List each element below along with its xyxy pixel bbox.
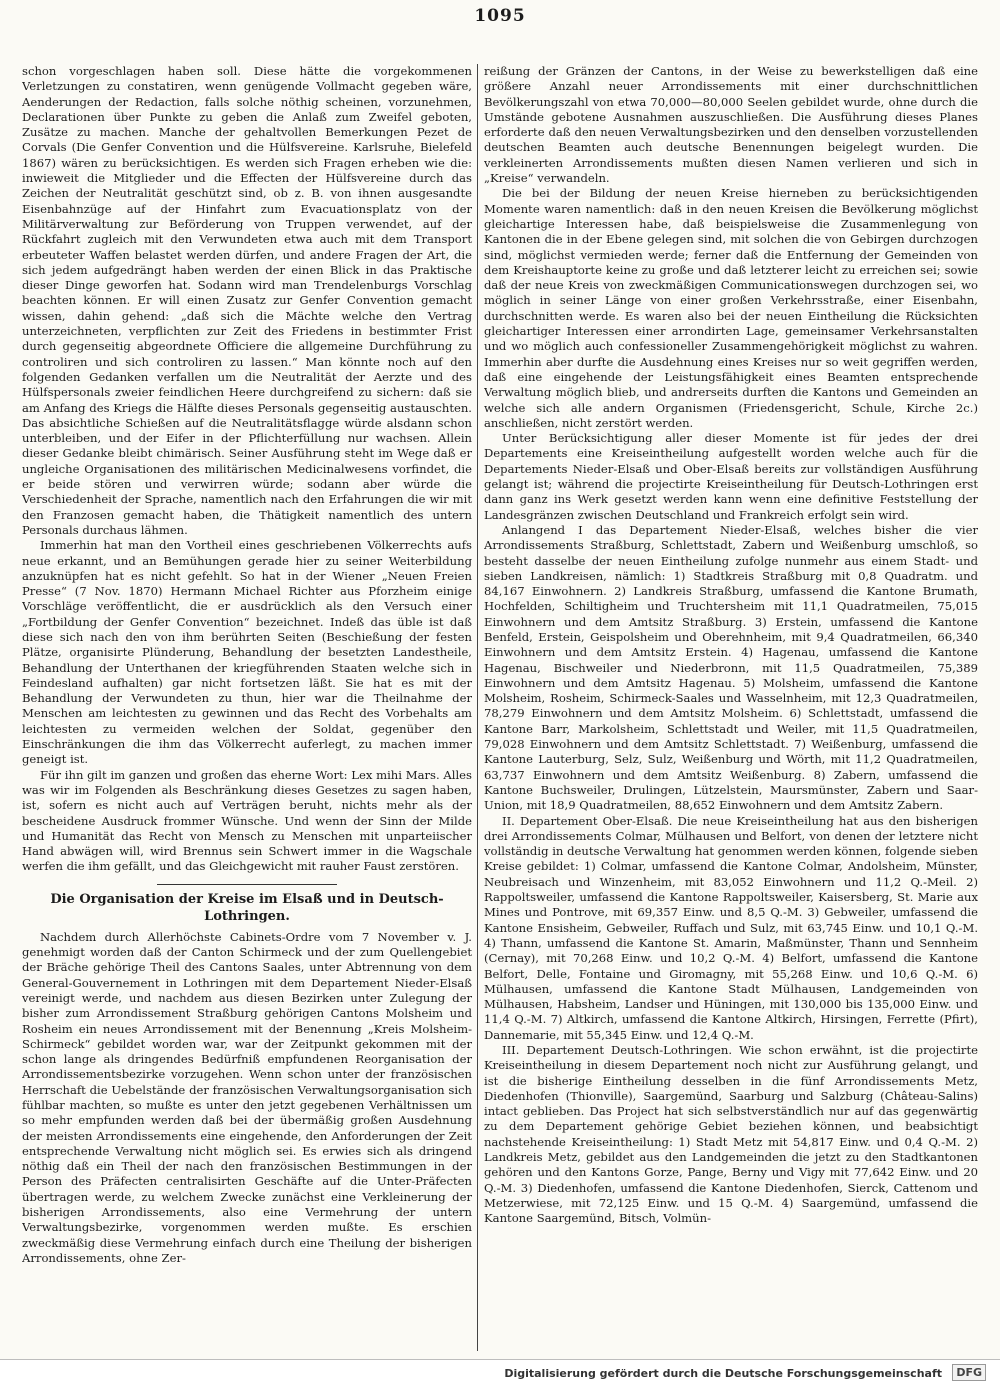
right-paragraph-6: III. Departement Deutsch-Lothringen. Wie schon erwähnt, ist die projectirte Kreiseintheilung in diesem Departement noch nicht zur Ausführung gelangt, und ist die bisherige Eintheilung desselben in die fünf Arrondissements Metz, Diedenhofen (Thionville), Saargemünd, Saarburg und Salzburg (Château-Salins) intact geblieben. Das Project hat sich selbstverständlich nur auf das gegenwärtig zu dem Departement gehörige Gebiet beziehen können, und beabsichtigt nachstehende Kreiseintheilung: 1) Stadt Metz mit 54,817 Einw. und 0,4 Q.-M. 2) Landkreis Metz, gebildet aus den Landgemeinden die jetzt zu den Stadtkantonen gehören und den Kantons Gorze, Pange, Berny und Vigy mit 77,642 Einw. und 20 Q.-M. 3) Diedenhofen, umfassend die Kantone Diedenhofen, Sierck, Cattenom und Metzerwiese, mit 72,125 Einw. und 15 Q.-M. 4) Saargemünd, umfassend die Kantone Saargemünd, Bitsch, Volmün- (484, 1043, 978, 1226)
funding-note: Digitalisierung gefördert durch die Deutsche Forschungsgemeinschaft (504, 1367, 942, 1380)
section-divider (157, 884, 337, 885)
right-paragraph-2: Die bei der Bildung der neuen Kreise hierneben zu berücksichtigenden Momente waren namentlich: daß in den neuen Kreisen die Bevölkerung möglichst gleichartige Interessen habe, daß beispielsweise die Zusammenlegung von Kantonen die in der Ebene gelegen sind, mit solchen die von Gebirgen durchzogen sind, möglichst vermieden werde; ferner daß die Entfernung der Gemeinden von dem Kreishauptorte keine zu große und daß letzterer leicht zu erreichen sei; sowie daß der neue Kreis von zweckmäßigen Communicationswegen durchzogen sei, wo möglich in seiner Länge von einer großen Verkehrsstraße, einer Eisenbahn, durchschnitten werde. Es waren also bei der neuen Eintheilung die Rücksichten gleichartiger Interessen einer arrondirten Lage, gemeinsamer Verkehrsanstalten und wo möglich auch confessioneller Zusammengehörigkeit möglichst zu wahren. Immerhin aber durfte die Ausdehnung eines Kreises nur so weit gegriffen werden, daß eine eingehende der Leistungsfähigkeit eines Beamten entsprechende Verwaltung möglich blieb, und andrerseits durften die Kantons und Gemeinden an welche sich alle andern Organismen (Friedensgericht, Schule, Kirche 2c.) anschließen, nicht zerstört werden. (484, 186, 978, 430)
left-paragraph-3: Für ihn gilt im ganzen und großen das eherne Wort: Lex mihi Mars. Alles was wir im Folgenden als Beschränkung dieses Gesetzes zu sagen haben, ist, sofern es nicht auch auf Verträgen beruht, nichts mehr als der bescheidene Ausdruck frommer Wünsche. Und wenn der Sinn der Milde und Humanität das Recht von Mensch zu Menschen mit unparteiischer Hand abwägen will, wird Brennus sein Schwert immer in die Wagschale werfen die ihm gefällt, und das Gleichgewicht mit rauher Faust zerstören. (22, 767, 472, 874)
left-paragraph-4: Nachdem durch Allerhöchste Cabinets-Ordre vom 7 November v. J. genehmigt worden daß der Canton Schirmeck und der zum Quellengebiet der Bräche gehörige Theil des Cantons Saales, unter Abtrennung von dem General-Gouvernement in Lothringen mit dem Departement Nieder-Elsaß vereinigt werde, und nachdem aus diesen Bezirken unter Zulegung der bisher zum Arrondissement Straßburg gehörigen Cantons Molsheim und Rosheim ein neues Arrondissement mit der Benennung „Kreis Molsheim-Schirmeck“ gebildet worden war, war der Zeitpunkt gekommen mit der schon lange als dringendes Bedürfniß empfundenen Reorganisation der Arrondissementsbezirke vorzugehen. Wenn schon unter der französischen Herrschaft die Uebelstände der französischen Verwaltungsorganisation sich fühlbar machten, so mußte es unter den jetzt gegebenen Verhältnissen um so mehr empfunden werden daß bei der übermäßig großen Ausdehnung der meisten Arrondissements eine eingehende, den Anforderungen der Zeit entsprechende Verwaltung nicht möglich sei. Es erwies sich als dringend nöthig daß ein Theil der nach den französischen Bestimmungen in der Person des Präfecten centralisirten Geschäfte auf die Unter-Präfecten übertragen werde, zu welchem Zwecke zunächst eine Verkleinerung der bisherigen Arrondissements, also eine Vermehrung der untern Verwaltungsbezirke, vorgenommen werden mußte. Es erschien zweckmäßig diese Vermehrung einfach durch eine Theilung der bisherigen Arrondissements, ohne Zer- (22, 929, 472, 1265)
article-title: Die Organisation der Kreise im Elsaß und in Deutsch-Lothringen. (50, 891, 444, 924)
right-paragraph-1: reißung der Gränzen der Cantons, in der Weise zu bewerkstelligen daß eine größere Anzahl neuer Arrondissements mit einer durchschnittlichen Bevölkerungszahl von etwa 70,000—80,000 Seelen gebildet wurde, ohne durch die Umstände gebotene Ausnahmen auszuschließen. Die Ausführung dieses Planes erforderte daß den neuen Verwaltungsbezirken und den denselben vorzustellenden deutschen Beamten auch deutsche Benennungen beigelegt wurden. Die verkleinerten Arrondissements mußten diesen Namen verlieren und sich in „Kreise“ verwandeln. (484, 64, 978, 186)
page-number: 1095 (474, 6, 526, 26)
right-column (484, 64, 978, 1352)
left-paragraph-2: Immerhin hat man den Vortheil eines geschriebenen Völkerrechts aufs neue erkannt, und an Bemühungen gerade hier zu seiner Weiterbildung anzuknüpfen hat es nicht gefehlt. So hat in der Wiener „Neuen Freien Presse“ (7 Nov. 1870) Hermann Michael Richter aus Pforzheim einige Vorschläge veröffentlicht, die er ausdrücklich als den Versuch einer „Fortbildung der Genfer Convention“ bezeichnet. Indeß das üble ist daß diese sich nach den von ihm berührten Seiten (Beschießung der festen Plätze, organisirte Plünderung, Behandlung der besetzten Landestheile, Behandlung der Unterthanen der kriegführenden Staaten welche sich in Feindesland aufhalten) gar nicht fortsetzen läßt. Sie hat es mit der Behandlung der Verwundeten zu thun, hier war die Theilnahme der Menschen am leichtesten zu gewinnen und das Recht des Vorbehalts am leichtesten zu vermeiden welchen der Soldat, gegenüber den Einschränkungen die ihm das Völkerrecht auferlegt, zu machen immer geneigt ist. (22, 538, 472, 767)
dfg-logo: DFG (952, 1364, 986, 1381)
right-paragraph-4: Anlangend I das Departement Nieder-Elsaß, welches bisher die vier Arrondissements Straßburg, Schlettstadt, Zabern und Weißenburg umschloß, so besteht dasselbe der neuen Eintheilung zufolge nunmehr aus einem Stadt- und sieben Landkreisen, nämlich: 1) Stadtkreis Straßburg mit 0,8 Quadratm. und 84,167 Einwohnern. 2) Landkreis Straßburg, umfassend die Kantone Brumath, Hochfelden, Schiltigheim und Truchtersheim mit 11,1 Quadratmeilen, 75,015 Einwohnern und dem Amtsitz Straßburg. 3) Erstein, umfassend die Kantone Benfeld, Erstein, Geispolsheim und Oberehnheim, mit 9,4 Quadratmeilen, 66,340 Einwohnern und dem Amtsitz Erstein. 4) Hagenau, umfassend die Kantone Hagenau, Bischweiler und Niederbronn, mit 11,5 Quadratmeilen, 75,389 Einwohnern und dem Amtsitz Hagenau. 5) Molsheim, umfassend die Kantone Molsheim, Rosheim, Schirmeck-Saales und Wasselnheim, mit 12,3 Quadratmeilen, 78,279 Einwohnern und dem Amtsitz Molsheim. 6) Schlettstadt, umfassend die Kantone Barr, Markolsheim, Schlettstadt und Weiler, mit 11,5 Quadratmeilen, 79,028 Einwohnern und dem Amtsitz Schlettstadt. 7) Weißenburg, umfassend die Kantone Lauterburg, Selz, Sulz, Weißenburg und Wörth, mit 11,2 Quadratmeilen, 63,737 Einwohnern und dem Amtsitz Weißenburg. 8) Zabern, umfassend die Kantone Buchsweiler, Drulingen, Lützelstein, Maursmünster, Zabern und Saar-Union, mit 18,9 Quadratmeilen, 88,652 Einwohnern und dem Amtsitz Zabern. (484, 522, 978, 813)
left-paragraph-1: schon vorgeschlagen haben soll. Diese hätte die vorgekommenen Verletzungen zu constatiren, wenn genügende Vollmacht gegeben wäre, Aenderungen der Redaction, falls solche nöthig scheinen, vorzunehmen, Declarationen über Punkte zu geben die Anlaß zum Zweifel geboten, Zusätze zu machen. Manche der gehaltvollen Bemerkungen Pezet de Corvals (Die Genfer Convention und die Hülfsvereine. Karlsruhe, Bielefeld 1867) wären zu berücksichtigen. Es werden sich Fragen erheben wie die: inwieweit die Mitglieder und die Effecten der Hülfsvereine durch das Zeichen der Neutralität geschützt sind, ob z. B. von ihnen ausgesandte Eisenbahnzüge auf der Hinfahrt zum Evacuationsplatz von der Militärverwaltung zur Beförderung von Truppen verwendet, auf der Rückfahrt zugleich mit den Verwundeten etwa auch mit dem Transport erbeuteter Waffen belastet werden dürfen, und andere Fragen der Art, die sich jedem aufgedrängt haben werden der einen Blick in das Praktische dieser Dinge geworfen hat. Sodann wird man Trendelenburgs Vorschlag beachten können. Er will einen Zusatz zur Genfer Convention gemacht wissen, dahin gehend: „daß sich die Mächte welche den Vertrag unterzeichneten, verpflichten zur Zeit des Friedens in bestimmter Frist durch gegenseitig abgeordnete Officiere die allgemeine Durchführung zu controliren und sich controliren zu lassen.“ Man könnte noch auf den folgenden Gedanken verfallen um die Neutralität der Aerzte und des Hülfspersonals zweier feindlichen Heere durchgreifend zu sichern: daß sie am Anfang des Kriegs die Hälfte dieses Personals gegenseitig austauschten. Das absichtliche Schießen auf die Neutralitätsflagge würde alsdann schon unterbleiben, und der Eifer in der Pflichterfüllung nur wachsen. Allein dieser Gedanke bleibt chimärisch. Seiner Ausführung steht im Wege daß er ungleiche Organisationen des militärischen Medicinalwesens vorfindet, die er beide stören und verwirren würde; sodann aber würde die Verschiedenheit der Sprache, namentlich nach den Erfahrungen die wir mit den Franzosen gemacht haben, die Thätigkeit namentlich des untern Personals durchaus lähmen. (22, 64, 472, 537)
right-paragraph-3: Unter Berücksichtigung aller dieser Momente ist für jedes der drei Departements eine Kreiseintheilung aufgestellt worden welche auch für die Departements Nieder-Elsaß und Ober-Elsaß bereits zur vollständigen Ausführung gelangt ist; während die projectirte Kreiseintheilung für Deutsch-Lothringen erst dann ganz ins Werk gesetzt werden kann wenn eine definitive Feststellung der Landesgränzen zwischen Deutschland und Frankreich erfolgt sein wird. (484, 431, 978, 522)
left-column (22, 64, 472, 1352)
column-divider (477, 64, 478, 1351)
right-paragraph-5: II. Departement Ober-Elsaß. Die neue Kreiseintheilung hat aus den bisherigen drei Arrondissements Colmar, Mülhausen und Belfort, von denen der letztere nicht vollständig in deutsche Verwaltung hat genommen werden können, folgende sieben Kreise gebildet: 1) Colmar, umfassend die Kantone Colmar, Andolsheim, Münster, Neubreisach und Winzenheim, mit 83,052 Einwohnern und 11,2 Q.-Meil. 2) Rappoltsweiler, umfassend die Kantone Rappoltsweiler, Kaisersberg, St. Marie aux Mines und Pontrove, mit 69,357 Einw. und 8,5 Q.-M. 3) Gebweiler, umfassend die Kantone Ensisheim, Gebweiler, Ruffach und Sulz, mit 63,745 Einw. und 10,1 Q.-M. 4) Thann, umfassend die Kantone St. Amarin, Maßmünster, Thann und Sennheim (Cernay), mit 70,268 Einw. und 10,2 Q.-M. 4) Belfort, umfassend die Kantone Belfort, Delle, Fontaine und Giromagny, mit 55,268 Einw. und 10,6 Q.-M. 6) Mülhausen, umfassend die Kantone Stadt Mülhausen, Landgemeinden von Mülhausen, Habsheim, Landser und Hüningen, mit 130,000 bis 135,000 Einw. und 11,4 Q.-M. 7) Altkirch, umfassend die Kantone Altkirch, Hirsingen, Ferrette (Pfirt), Dannemarie, mit 55,345 Einw. und 12,4 Q.-M. (484, 813, 978, 1042)
